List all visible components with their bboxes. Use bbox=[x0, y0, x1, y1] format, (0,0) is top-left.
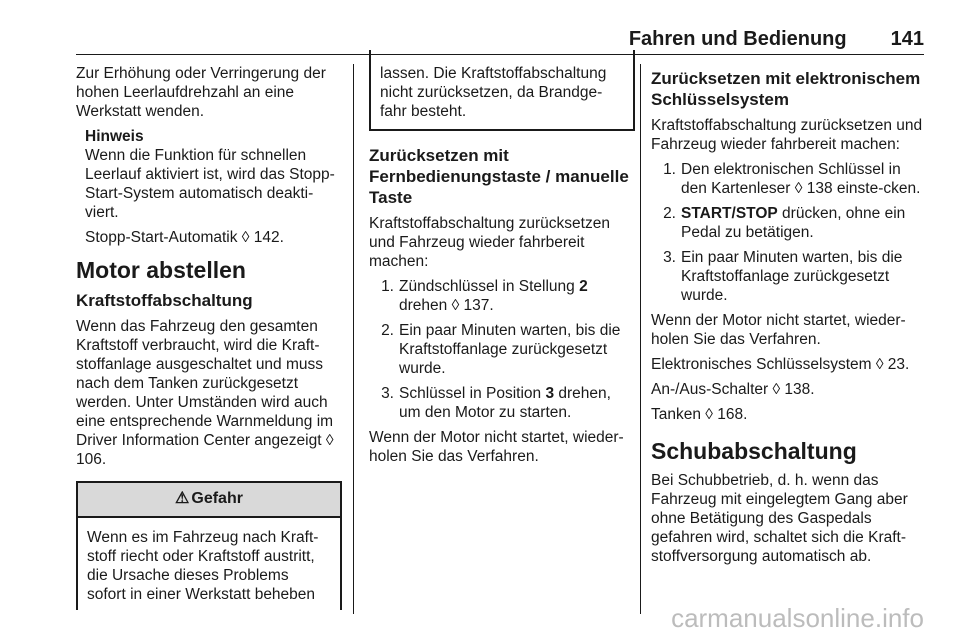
column-1 bbox=[76, 64, 342, 610]
heading-reset-remote: Zurücksetzen mit Fernbedienungstaste / manuelle Taste bbox=[369, 146, 629, 207]
page-title: Fahren und Bedienung bbox=[628, 28, 847, 50]
heading-schubabschaltung: Schubabschaltung bbox=[651, 438, 857, 464]
list-item: 1. Zündschlüssel in Stellung 2 drehen ◊ 137. bbox=[381, 278, 588, 314]
reset-intro-electronic: Kraftstoffabschaltung zurücksetzen und Fahrzeug wieder fahrbereit machen: bbox=[651, 117, 923, 153]
electronic-outro: Wenn der Motor nicht startet, wieder-holen Sie das Verfahren. bbox=[651, 312, 906, 348]
list-item: 2. Ein paar Minuten warten, bis die Kraftstoffanlage zurückgesetzt wurde. bbox=[381, 322, 621, 377]
list-item: 1. Den elektronischen Schlüssel in den Kartenleser ◊ 138 einste-cken. bbox=[663, 161, 921, 197]
paragraph-schubabschaltung: Bei Schubbetrieb, d. h. wenn das Fahrzeug mit eingelegtem Gang aber ohne Betätigung des Gaspedals gefahren wird, schaltet sich die Kraft-stoffversorgung automatisch ab. bbox=[651, 472, 908, 565]
reset-intro: Kraftstoffabschaltung zurücksetzen und Fahrzeug wieder fahrbereit machen: bbox=[369, 215, 610, 270]
warning-header bbox=[78, 483, 340, 518]
warning-continuation: lassen. Die Kraftstoffabschaltung nicht zurücksetzen, da Brandge-fahr besteht. bbox=[369, 50, 635, 131]
watermark: carmanualsonline.info bbox=[671, 603, 924, 633]
page-header bbox=[76, 28, 924, 48]
reference-tanken: Tanken ◊ 168. bbox=[651, 406, 748, 423]
reset-steps-list bbox=[369, 277, 635, 422]
note-body: Wenn die Funktion für schnellen Leerlauf aktiviert ist, wird das Stopp-Start-System automatisch deakti-viert. bbox=[85, 147, 335, 221]
column-2 bbox=[369, 52, 635, 472]
column-divider-2 bbox=[640, 64, 641, 614]
heading-motor-abstellen: Motor abstellen bbox=[76, 257, 246, 283]
column-3 bbox=[651, 64, 927, 572]
paragraph-idle-speed: Zur Erhöhung oder Verringerung der hohen Leerlaufdrehzahl an eine Werkstatt wenden. bbox=[76, 65, 326, 120]
electronic-steps-list bbox=[651, 160, 927, 305]
list-item: 2. START/STOP drücken, ohne ein Pedal zu betätigen. bbox=[663, 205, 906, 241]
column-divider-1 bbox=[353, 64, 354, 614]
list-item: 3. Schlüssel in Position 3 drehen, um den Motor zu starten. bbox=[381, 385, 611, 421]
reference-electronic-key: Elektronisches Schlüsselsystem ◊ 23. bbox=[651, 356, 910, 373]
heading-reset-electronic: Zurücksetzen mit elektronischem Schlüsselsystem bbox=[651, 69, 921, 109]
paragraph-fuel-cutoff: Wenn das Fahrzeug den gesamten Kraftstoff verbraucht, wird die Kraft-stoffanlage ausgeschaltet und muss nach dem Tanken zurückgesetzt werden. Unter Umständen wird auch eine entsprechende Warnmeldung im Driver Information Center angezeigt ◊ 106. bbox=[76, 318, 334, 468]
note-heading: Hinweis bbox=[85, 128, 144, 145]
warning-triangle-icon: ⚠ bbox=[175, 490, 190, 507]
reset-outro: Wenn der Motor nicht startet, wieder-holen Sie das Verfahren. bbox=[369, 429, 624, 465]
reference-on-off-switch: An-/Aus-Schalter ◊ 138. bbox=[651, 381, 815, 398]
note-block bbox=[85, 127, 342, 247]
list-item: 3. Ein paar Minuten warten, bis die Kraftstoffanlage zurückgesetzt wurde. bbox=[663, 249, 903, 304]
warning-body: Wenn es im Fahrzeug nach Kraft-stoff riecht oder Kraftstoff austritt, die Ursache dieses Problems sofort in einer Werkstatt beheben bbox=[87, 529, 319, 603]
reference-stop-start: Stopp-Start-Automatik ◊ 142. bbox=[85, 229, 284, 246]
warning-heading: Gefahr bbox=[191, 490, 243, 507]
warning-box bbox=[76, 481, 342, 610]
heading-kraftstoffabschaltung: Kraftstoffabschaltung bbox=[76, 291, 253, 310]
page-number: 141 bbox=[890, 28, 924, 50]
